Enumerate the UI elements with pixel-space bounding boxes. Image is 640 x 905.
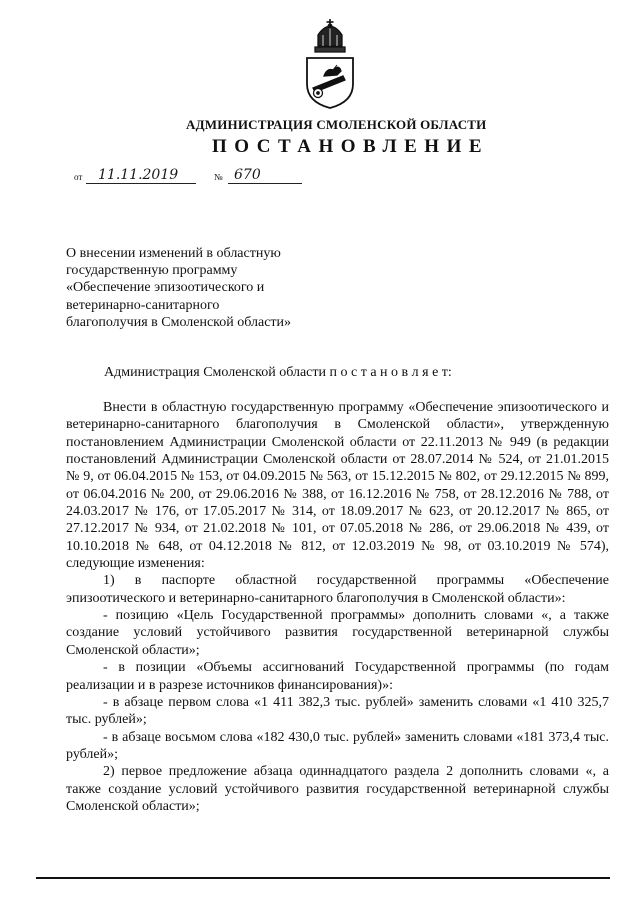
body-paragraph: 2) первое предложение абзаца одиннадцатого раздела 2 дополнить словами «, а также создание условий устойчивого развития государственной ветеринарной службы Смоленской области»; — [66, 764, 609, 814]
decree-statement: Администрация Смоленской области п о с т а н о в л я е т: — [104, 365, 452, 380]
body-paragraph: - позицию «Цель Государственной программы» дополнить словами «, а также создание условий устойчивого развития государственной ветеринарной службы Смоленской области»; — [66, 608, 609, 658]
document-subject — [66, 245, 366, 331]
number-underline — [228, 183, 302, 184]
subject-line: благополучия в Смоленской области» — [66, 314, 292, 330]
number-label: № — [214, 172, 223, 182]
body-paragraph: - в абзаце первом слова «1 411 382,3 тыс. рублей» заменить словами «1 410 325,7 тыс. рублей»; — [66, 694, 609, 728]
body-paragraph: 1) в паспорте областной государственной программы «Обеспечение эпизоотического и ветеринарно-санитарного благополучия в Смоленской области»: — [66, 573, 609, 606]
document-body — [66, 399, 609, 815]
coat-of-arms-emblem — [298, 18, 362, 110]
date-label: от — [74, 172, 83, 182]
handwritten-number: 670 — [234, 167, 261, 183]
date-underline — [86, 183, 196, 184]
page-bottom-rule — [36, 877, 610, 879]
body-paragraph: Внести в областную государственную программу «Обеспечение эпизоотического и ветеринарно-санитарного благополучия в Смоленской области», утвержденную постановлением Администрации Смоленской области от 22.11.2013 № 949 (в редакции постановлений Администрации Смоленской области от 28.07.2014 № 524, от 21.01.2015 № 9, от 06.04.2015 № 153, от 04.09.2015 № 563, от 15.12.2015 № 802, от 29.12.2015 № 899, от 06.04.2016 № 200, от 29.06.2016 № 388, от 16.12.2016 № 758, от 28.12.2016 № 788, от 24.03.2017 № 176, от 17.05.2017 № 314, от 18.09.2017 № 623, от 20.12.2017 № 865, от 27.12.2017 № 934, от 21.02.2018 № 101, от 07.05.2018 № 286, от 29.06.2018 № 439, от 10.10.2018 № 648, от 04.12.2018 № 812, от 12.03.2019 № 98, от 03.10.2019 № 574), следующие изменения: — [66, 400, 609, 572]
subject-line: «Обеспечение эпизоотического и — [66, 280, 265, 296]
subject-line: О внесении изменений в областную — [66, 246, 281, 261]
handwritten-date: 11.11.2019 — [98, 167, 179, 183]
body-paragraph: - в абзаце восьмом слова «182 430,0 тыс. рублей» заменить словами «181 373,4 тыс. рублей»; — [66, 729, 609, 762]
body-paragraph: - в позиции «Объемы ассигнований Государственной программы (по годам реализации и в разрезе источников финансирования)»: — [66, 660, 609, 693]
organization-name: АДМИНИСТРАЦИЯ СМОЛЕНСКОЙ ОБЛАСТИ — [186, 117, 487, 132]
subject-line: государственную программу — [66, 263, 238, 279]
document-type-title: ПОСТАНОВЛЕНИЕ — [212, 136, 490, 157]
date-number-line — [74, 165, 304, 187]
subject-line: ветеринарно-санитарного — [66, 297, 220, 313]
